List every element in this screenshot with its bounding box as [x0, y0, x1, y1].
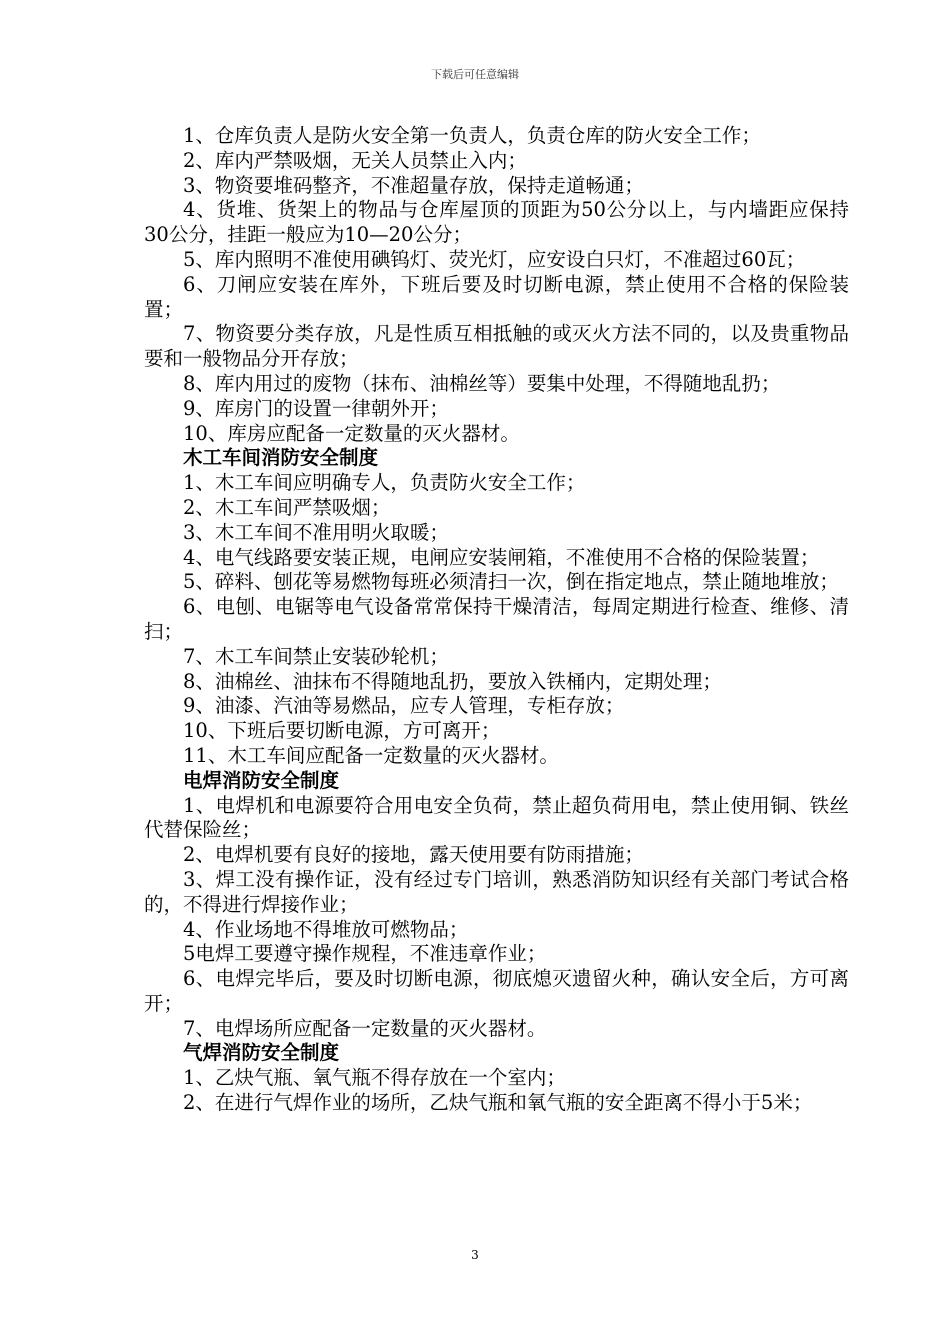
paragraph: 8、库内用过的废物（抹布、油棉丝等）要集中处理，不得随地乱扔；: [183, 371, 781, 395]
paragraph: 5电焊工要遵守操作规程，不准违章作业；: [183, 942, 547, 966]
section-heading: 电焊消防安全制度: [183, 768, 340, 792]
paragraph: 2、电焊机要有良好的接地，露天使用要有防雨措施；: [183, 843, 644, 867]
page-number: 3: [471, 1248, 479, 1262]
page-header-note: 下载后可任意编辑: [431, 68, 519, 81]
paragraph: 9、油漆、汽油等易燃品，应专人管理，专柜存放；: [183, 694, 625, 718]
paragraph: 3、木工车间不准用明火取暖；: [183, 520, 449, 544]
section-heading: 木工车间消防安全制度: [183, 446, 379, 470]
paragraph: 1、乙炔气瓶、氧气瓶不得存放在一个室内；: [183, 1066, 566, 1090]
section-warehouse: [144, 124, 849, 446]
paragraph: 10、下班后要切断电源，方可离开；: [183, 719, 501, 743]
paragraph: 5、碎料、刨花等易燃物每班必须清扫一次，倒在指定地点，禁止随地堆放；: [183, 570, 839, 594]
paragraph: 10、库房应配备一定数量的灭火器材。: [183, 421, 520, 445]
document-body: [144, 124, 849, 1116]
paragraph: 4、货堆、货架上的物品与仓库屋顶的顶距为50公分以上，与内墙距应保持30公分，挂距一般应为10—20公分；: [144, 198, 849, 247]
section-gas-welding: [144, 1041, 849, 1115]
paragraph: 3、焊工没有操作证，没有经过专门培训，熟悉消防知识经有关部门考试合格的，不得进行焊接作业；: [144, 867, 849, 916]
paragraph: 5、库内照明不准使用碘钨灯、荧光灯，应安设白只灯，不准超过60瓦；: [183, 247, 806, 271]
paragraph: 6、刀闸应安装在库外，下班后要及时切断电源，禁止使用不合格的保险装置；: [144, 272, 849, 321]
paragraph: 8、油棉丝、油抹布不得随地乱扔，要放入铁桶内，定期处理；: [183, 669, 722, 693]
section-heading: 气焊消防安全制度: [183, 1041, 340, 1065]
paragraph: 7、木工车间禁止安装砂轮机；: [183, 644, 449, 668]
paragraph: 2、库内严禁吸烟，无关人员禁止入内；: [183, 148, 527, 172]
paragraph: 9、库房门的设置一律朝外开；: [183, 396, 449, 420]
paragraph: 4、作业场地不得堆放可燃物品；: [183, 917, 469, 941]
section-electric-welding: [144, 769, 849, 1042]
section-carpentry: [144, 446, 849, 768]
paragraph: 3、物资要堆码整齐，不准超量存放，保持走道畅通；: [183, 173, 644, 197]
paragraph: 6、电焊完毕后，要及时切断电源，彻底熄灭遗留火种，确认安全后，方可离开；: [144, 967, 849, 1015]
paragraph: 7、物资要分类存放，凡是性质互相抵触的或灭火方法不同的，以及贵重物品要和一般物品分开存放；: [144, 322, 849, 371]
paragraph: 11、木工车间应配备一定数量的灭火器材。: [183, 743, 559, 767]
paragraph: 1、仓库负责人是防火安全第一负责人，负责仓库的防火安全工作；: [183, 124, 761, 147]
paragraph: 2、木工车间严禁吸烟；: [183, 495, 391, 519]
paragraph: 1、木工车间应明确专人，负责防火安全工作；: [183, 471, 586, 495]
paragraph: 7、电焊场所应配备一定数量的灭火器材。: [183, 1016, 547, 1040]
paragraph: 4、电气线路要安装正规，电闸应安装闸箱，不准使用不合格的保险装置；: [183, 545, 820, 569]
paragraph: 1、电焊机和电源要符合用电安全负荷，禁止超负荷用电，禁止使用铜、铁丝代替保险丝；: [144, 793, 849, 842]
paragraph: 2、在进行气焊作业的场所，乙炔气瓶和氧气瓶的安全距离不得小于5米；: [183, 1091, 813, 1115]
paragraph: 6、电刨、电锯等电气设备常常保持干燥清洁，每周定期进行检查、维修、清扫；: [144, 595, 849, 643]
